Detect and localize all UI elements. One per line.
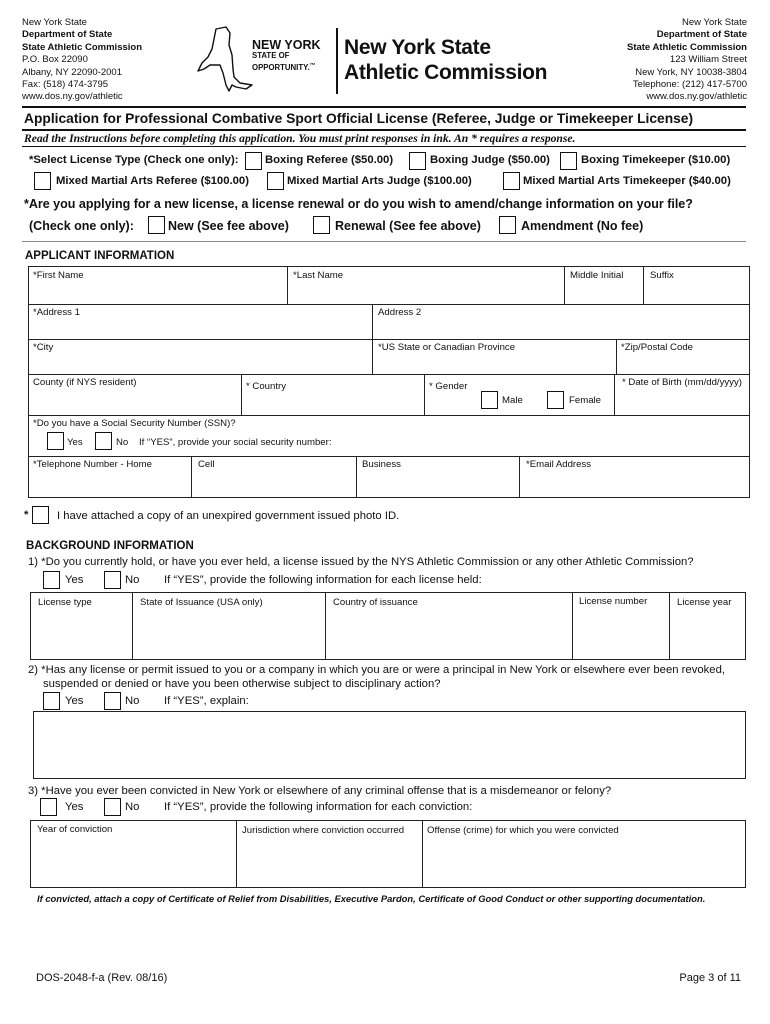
- q3-text: 3) *Have you ever been convicted in New York or elsewhere of any criminal offense that is a misdemeanor or felony?: [28, 785, 612, 797]
- photo-id-label: I have attached a copy of an unexpired government issued photo ID.: [57, 510, 400, 522]
- grid-line: [241, 374, 242, 415]
- q2-explain-field[interactable]: [33, 711, 746, 779]
- q1-text: 1) *Do you currently hold, or have you ever held, a license issued by the NYS Athletic Commission or any other Athletic Commission?: [28, 556, 694, 568]
- logo-tm: ™: [309, 63, 316, 69]
- boxing-referee-label: Boxing Referee ($50.00): [265, 154, 394, 166]
- grid-line: [28, 374, 750, 375]
- instructions-rule: [22, 146, 746, 147]
- boxing-judge-label: Boxing Judge ($50.00): [430, 154, 550, 166]
- grid-line: [669, 592, 670, 660]
- middle-initial-label: Middle Initial: [570, 270, 624, 281]
- photo-id-required-mark: *: [24, 509, 29, 521]
- grid-line: [372, 304, 373, 339]
- mma-timekeeper-checkbox[interactable]: [503, 172, 520, 190]
- agency-line-2: Athletic Commission: [344, 61, 548, 84]
- q1-no-checkbox[interactable]: [104, 571, 121, 589]
- header-right-line: 123 William Street: [669, 54, 747, 66]
- last-name-field[interactable]: [289, 282, 563, 302]
- grid-line: [325, 592, 326, 660]
- suffix-label: Suffix: [650, 270, 674, 281]
- gender-male-checkbox[interactable]: [481, 391, 498, 409]
- dob-label: * Date of Birth (mm/dd/yyyy): [622, 377, 742, 388]
- q2-no-label: No: [125, 695, 140, 707]
- gender-female-checkbox[interactable]: [547, 391, 564, 409]
- logo-divider: [336, 28, 338, 94]
- instructions: Read the Instructions before completing this application. You must print responses in ink. An * requires a response.: [24, 132, 576, 145]
- amendment-label: Amendment (No fee): [521, 219, 644, 233]
- q2-text-line2: suspended or denied or have you been otherwise subject to disciplinary action?: [43, 678, 441, 690]
- email-field[interactable]: [521, 472, 748, 496]
- phone-home-field[interactable]: [30, 472, 190, 496]
- header-right-line: Department of State: [656, 29, 747, 41]
- country-label: * Country: [246, 381, 286, 392]
- q1-state-field[interactable]: [134, 612, 324, 658]
- q2-no-checkbox[interactable]: [104, 692, 121, 710]
- header-left-line: State Athletic Commission: [22, 41, 143, 53]
- logo-line-1: NEW YORK: [252, 38, 321, 52]
- city-field[interactable]: [30, 353, 370, 373]
- q1-col-country: Country of issuance: [333, 597, 418, 608]
- boxing-timekeeper-label: Boxing Timekeeper ($10.00): [581, 154, 731, 166]
- q1-number-field[interactable]: [574, 612, 668, 658]
- grid-line: [422, 820, 423, 888]
- state-label: *US State or Canadian Province: [378, 342, 516, 353]
- header-rule: [22, 106, 746, 108]
- county-label: County (if NYS resident): [33, 377, 137, 388]
- header-left-line: P.O. Box 22090: [22, 54, 88, 66]
- renewal-checkbox[interactable]: [313, 216, 330, 234]
- q1-col-license-type: License type: [38, 597, 92, 608]
- q3-if-yes: If “YES”, provide the following information for each conviction:: [164, 801, 473, 813]
- logo-line-3: OPPORTUNITY.: [252, 63, 310, 72]
- q1-col-year: License year: [677, 597, 732, 608]
- grid-line: [424, 374, 425, 415]
- header-right-line: www.dos.ny.gov/athletic: [646, 91, 747, 103]
- logo-line-2: STATE OF: [252, 51, 290, 60]
- grid-line: [236, 820, 237, 888]
- ssn-field[interactable]: [345, 432, 745, 452]
- conviction-note: If convicted, attach a copy of Certificate of Relief from Disabilities, Executive Pardon, Certificate of Good Conduct or other supporting documentation.: [37, 893, 706, 904]
- mma-timekeeper-label: Mixed Martial Arts Timekeeper ($40.00): [523, 175, 731, 187]
- header-left-line: Fax: (518) 474-3795: [22, 79, 109, 91]
- photo-id-checkbox[interactable]: [32, 506, 49, 524]
- q1-if-yes: If “YES”, provide the following information for each license held:: [164, 574, 482, 586]
- mma-judge-checkbox[interactable]: [267, 172, 284, 190]
- grid-line: [614, 374, 615, 415]
- q3-offense-field[interactable]: [424, 840, 745, 886]
- grid-line: [28, 304, 750, 305]
- ssn-question: *Do you have a Social Security Number (SSN)?: [33, 418, 236, 429]
- boxing-referee-checkbox[interactable]: [245, 152, 262, 170]
- boxing-judge-checkbox[interactable]: [409, 152, 426, 170]
- q2-if-yes: If “YES”, explain:: [164, 695, 249, 707]
- grid-line: [519, 456, 520, 498]
- q3-yes-label: Yes: [65, 801, 84, 813]
- applicant-heading: APPLICANT INFORMATION: [25, 250, 175, 262]
- city-label: *City: [33, 342, 54, 353]
- grid-line: [643, 266, 644, 304]
- background-heading: BACKGROUND INFORMATION: [26, 540, 194, 552]
- q3-year-field[interactable]: [32, 840, 235, 886]
- grid-line: [372, 339, 373, 374]
- q1-col-number: License number: [579, 596, 648, 607]
- ssn-yes-label: Yes: [67, 437, 83, 448]
- grid-line: [564, 266, 565, 304]
- header-right-line: New York, NY 10038-3804: [635, 66, 747, 78]
- phone-home-label: *Telephone Number - Home: [33, 459, 152, 470]
- address1-field[interactable]: [30, 318, 370, 338]
- header-right-line: State Athletic Commission: [626, 41, 747, 53]
- q2-text-line1: 2) *Has any license or permit issued to you or a company in which you are or were a principal in New York or elsewhere ever been revoked,: [28, 664, 725, 676]
- new-york-state-map-icon: [196, 25, 254, 93]
- application-kind-prompt: (Check one only):: [29, 219, 134, 233]
- header-left-line: www.dos.ny.gov/athletic: [22, 91, 123, 103]
- q3-col-jurisdiction: Jurisdiction where conviction occurred: [242, 825, 405, 836]
- q1-no-label: No: [125, 574, 140, 586]
- email-label: *Email Address: [526, 459, 592, 470]
- gender-label: * Gender: [429, 381, 468, 392]
- phone-business-label: Business: [362, 459, 401, 470]
- header-right-line: Telephone: (212) 417-5700: [632, 79, 747, 91]
- q3-yes-checkbox[interactable]: [40, 798, 57, 816]
- first-name-label: *First Name: [33, 270, 84, 281]
- grid-line: [28, 339, 750, 340]
- grid-line: [28, 415, 750, 416]
- nys-opportunity-logo: [252, 39, 321, 72]
- agency-wordmark: [344, 35, 547, 85]
- grid-line: [287, 266, 288, 304]
- ssn-no-label: No: [116, 437, 129, 448]
- grid-line: [28, 456, 750, 457]
- suffix-field[interactable]: [645, 282, 749, 302]
- grid-line: [356, 456, 357, 498]
- state-field[interactable]: [374, 353, 615, 373]
- county-field[interactable]: [30, 389, 240, 413]
- phone-cell-field[interactable]: [193, 472, 355, 496]
- mma-referee-label: Mixed Martial Arts Referee ($100.00): [56, 175, 249, 187]
- q1-license-type-field[interactable]: [32, 612, 131, 658]
- page-number: Page 3 of 11: [679, 972, 741, 984]
- gender-male-label: Male: [502, 395, 523, 406]
- last-name-label: *Last Name: [293, 270, 344, 281]
- phone-cell-label: Cell: [198, 459, 215, 470]
- form-id: DOS-2048-f-a (Rev. 08/16): [36, 972, 168, 984]
- q1-yes-checkbox[interactable]: [43, 571, 60, 589]
- address2-field[interactable]: [374, 318, 748, 338]
- license-type-prompt: *Select License Type (Check one only):: [29, 154, 239, 166]
- gender-female-label: Female: [569, 395, 601, 406]
- zip-label: *Zip/Postal Code: [621, 342, 693, 353]
- q2-yes-checkbox[interactable]: [43, 692, 60, 710]
- title-rule: [22, 129, 746, 131]
- q1-col-state: State of Issuance (USA only): [140, 597, 263, 608]
- renewal-label: Renewal (See fee above): [335, 219, 481, 233]
- header-left-line: Albany, NY 22090-2001: [22, 66, 123, 78]
- ssn-if-yes-label: If “YES”, provide your social security number:: [139, 437, 332, 448]
- q2-yes-label: Yes: [65, 695, 84, 707]
- grid-line: [572, 592, 573, 660]
- zip-field[interactable]: [618, 353, 748, 373]
- mma-judge-label: Mixed Martial Arts Judge ($100.00): [287, 175, 472, 187]
- address1-label: *Address 1: [33, 307, 80, 318]
- grid-line: [191, 456, 192, 498]
- middle-initial-field[interactable]: [566, 282, 642, 302]
- new-license-label: New (See fee above): [168, 219, 289, 233]
- country-field[interactable]: [243, 393, 423, 413]
- grid-line: [616, 339, 617, 374]
- q3-col-offense: Offense (crime) for which you were convicted: [427, 825, 619, 836]
- header-right-address: [627, 17, 747, 104]
- header-left-line: Department of State: [22, 29, 113, 41]
- form-title: Application for Professional Combative Sport Official License (Referee, Judge or Timekeeper License): [24, 111, 694, 126]
- q1-yes-label: Yes: [65, 574, 84, 586]
- phone-business-field[interactable]: [358, 472, 518, 496]
- first-name-field[interactable]: [30, 282, 286, 302]
- application-kind-question: *Are you applying for a new license, a license renewal or do you wish to amend/change information on your file?: [24, 197, 693, 211]
- boxing-timekeeper-checkbox[interactable]: [560, 152, 577, 170]
- grid-line: [132, 592, 133, 660]
- ssn-yes-checkbox[interactable]: [47, 432, 64, 450]
- q1-country-field[interactable]: [327, 612, 571, 658]
- dob-field[interactable]: [616, 390, 748, 414]
- section-rule: [22, 241, 746, 242]
- header-right-line: New York State: [682, 17, 747, 28]
- amendment-checkbox[interactable]: [499, 216, 516, 234]
- ssn-no-checkbox[interactable]: [95, 432, 112, 450]
- new-license-checkbox[interactable]: [148, 216, 165, 234]
- header-left-address: [22, 17, 142, 104]
- q3-col-year: Year of conviction: [37, 824, 113, 835]
- q1-year-field[interactable]: [671, 612, 745, 658]
- q3-no-checkbox[interactable]: [104, 798, 121, 816]
- q3-jurisdiction-field[interactable]: [238, 840, 421, 886]
- q3-no-label: No: [125, 801, 140, 813]
- header-left-line: New York State: [22, 17, 87, 28]
- address2-label: Address 2: [378, 307, 422, 318]
- mma-referee-checkbox[interactable]: [34, 172, 51, 190]
- agency-line-1: New York State: [344, 36, 491, 59]
